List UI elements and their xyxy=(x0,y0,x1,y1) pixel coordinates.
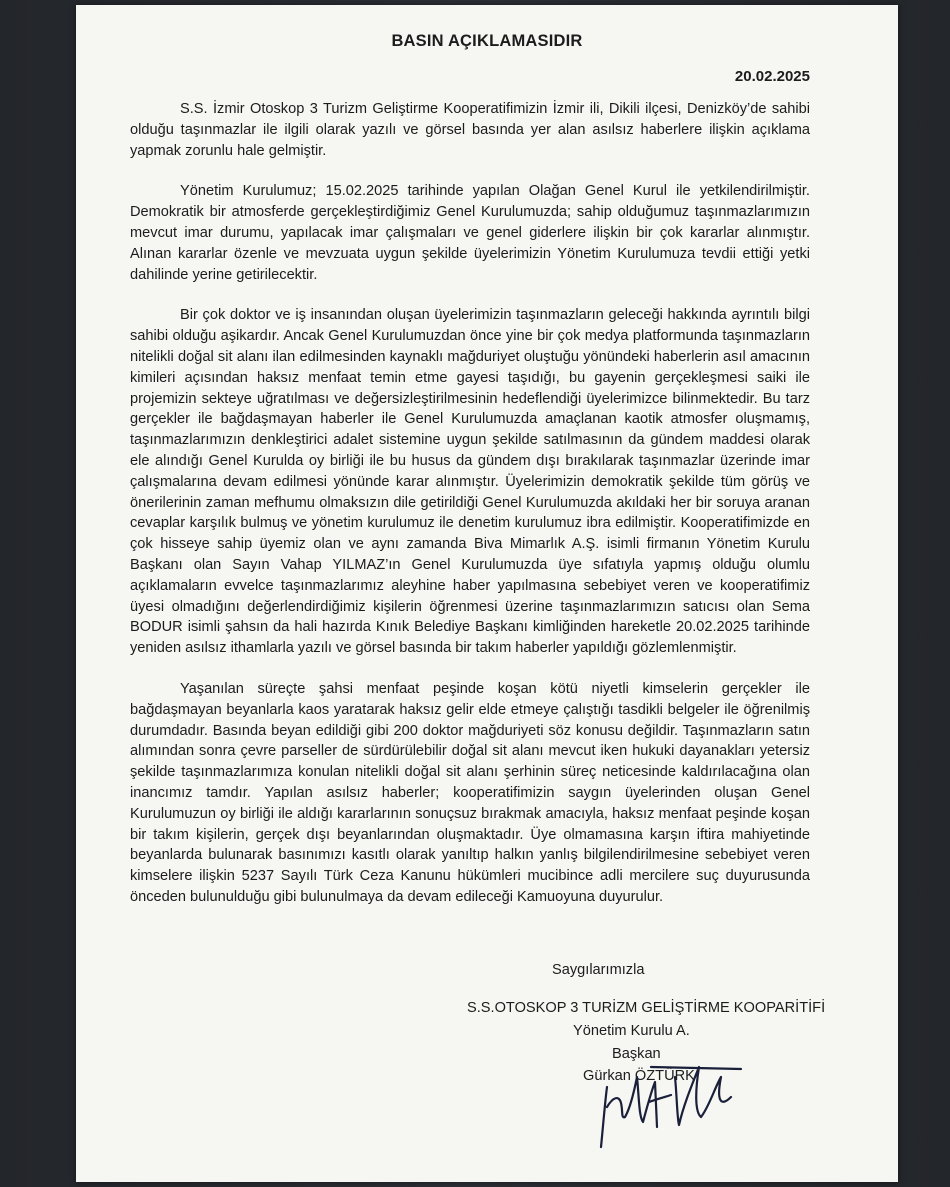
signer-name: Gürkan ÖZTÜRK xyxy=(583,1068,695,1084)
paragraph-3: Bir çok doktor ve iş insanından oluşan üyelerimizin taşınmazların geleceği hakkında ayrıntılı bilgi sahibi olduğu aşikardır. Ancak Genel Kurulumuzdan önce yine bir çok medya platformunda taşınmazların nitelikli doğal sit alanı ilan edilmesinden kaynaklı mağduriyet oluştuğu yönündeki haberlerin asıl amacının kimileri açısından haksız menfaat temin etme gayesi taşıdığı, bu gayenin gerçekleşmesi saiki ile projemizin sekteye uğratılması ve değersizleştirilmesinin hedeflendiği üyelerimizce bilinmektedir. Bu tarz gerçekler ile bağdaşmayan haberler ile Genel Kurulumuzda amaçlanan kaotik atmosfer oluşmamış, taşınmazlarımızın denkleştirici adalet sistemine uygun şekilde satılmasının da gündem maddesi olarak ele alındığı Genel Kurulda oy birliği ile bu husus da gündem dışı bırakılarak taşınmazlar üzerinde imar çalışmalarına devam edilmesi yönünde karar alınmıştır. Üyelerimizin demokratik şekilde tüm görüş ve önerilerinin zaman mefhumu olmaksızın dile getirildiği Genel Kurulumuzda akıldaki her bir soruya aranan cevaplar karşılık bulmuş ve yönetim kurulumuz ile denetim kurulumuz ibra edilmiştir. Kooperatifimizde en çok hisseye sahip üyemiz olan ve aynı zamanda Biva Mimarlık A.Ş. isimli firmanın Yönetim Kurulu Başkanı olan Sayın Vahap YILMAZ’ın Genel Kurulumuzda üye sıfatıyla yapmış olduğu olumlu açıklamaların evvelce taşınmazlarımız aleyhine haber yapılmasına sebebiyet veren ve kooperatifimiz üyesi olmadığını değerlendirdiğimiz kişilerin öğrenmesi üzerine taşınmazlarımızın satıcısı olan Sema BODUR isimli şahsın da hali hazırda Kınık Belediye Başkanı kimliğinden hareketle 20.02.2025 tarihinde yeniden asılsız ithamlarla yazılı ve görsel basında bir takım haberler yapıldığı gözlemlenmiştir. xyxy=(130,307,810,657)
document-body xyxy=(130,99,810,928)
paragraph-4: Yaşanılan süreçte şahsi menfaat peşinde koşan kötü niyetli kimselerin gerçekler ile bağdaşmayan beyanlarla kaos yaratarak haksız gelir elde etmeye çalıştığı tasdikli belgeler ile öğrenilmiş durumdadır. Basında beyan edildiği gibi 200 doktor mağduriyeti söz konusu değildir. Taşınmazların satın alımından sonra çevre parseller de sürdürülebilir doğal sit alanı mevcut iken hukuki dayanakları yetersiz şekilde taşınmazlarımıza konulan nitelikli doğal sit alanı şerhinin süreç neticesinde kaldırılacağına olan inancımız tamdır. Yapılan asılsız haberler; kooperatifimizin saygın üyelerinden oluşan Genel Kurulumuzun oy birliği ile aldığı kararlarının sonuçsuz bırakmak amacıyla, haksız menfaat peşinde koşan bir takım kişilerin, gerçek dışı beyanlarından oluşmaktadır. Üye olmamasına karşın iftira mahiyetinde beyanlarda bulunarak basınımızı kasıtlı olarak yanıltıp halkın yanlış bilgilendirilmesine sebebiyet veren kimselere ilişkin 5237 Sayılı Türk Ceza Kanunu hükümleri mucibince adli mercilere suç duyurusunda önceden bulunulduğu gibi bulunulmaya da devam edileceği Kamuoyuna duyurulur. xyxy=(130,680,810,905)
paragraph-1: S.S. İzmir Otoskop 3 Turizm Geliştirme Kooperatifimizin İzmir ili, Dikili ilçesi, Denizköy’de sahibi olduğu taşınmazlar ile ilgili olarak yazılı ve görsel basında yer alan asılsız haberlere ilişkin açıklama yapmak zorunlu hale gelmiştir. xyxy=(130,101,810,159)
signer-role: Başkan xyxy=(612,1046,661,1062)
organization-name: S.S.OTOSKOP 3 TURİZM GELİŞTİRME KOOPARİTİFİ xyxy=(467,1000,826,1016)
closing-greeting: Saygılarımızla xyxy=(552,962,645,978)
handwritten-signature xyxy=(591,1047,751,1157)
document-title: BASIN AÇIKLAMASIDIR xyxy=(391,32,583,50)
board-title: Yönetim Kurulu A. xyxy=(573,1023,690,1039)
paragraph-2: Yönetim Kurulumuz; 15.02.2025 tarihinde yapılan Olağan Genel Kurul ile yetkilendirilmiştir. Demokratik bir atmosferde gerçekleştirdiğimiz Genel Kurulumuzda; sahip olduğumuz taşınmazlarımızın mevcut imar durumu, yapılacak imar çalışmaları ve genel giderlere ilişkin bir çok kararlar alınmıştır. Alınan kararlar özenle ve mevzuata uygun şekilde üyelerimizin Yönetim Kurulumuza tevdii ettiği yetki dahilinde yerine getirilecektir. xyxy=(130,183,810,283)
press-release-page xyxy=(76,5,898,1182)
document-date: 20.02.2025 xyxy=(734,68,810,85)
